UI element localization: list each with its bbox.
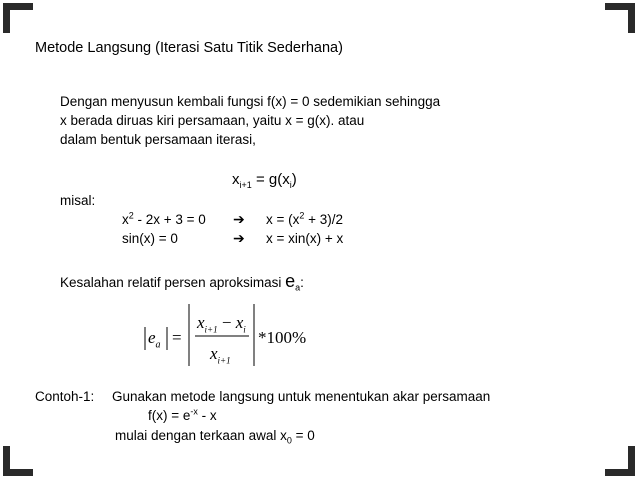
error-symbol-sub: a <box>295 282 301 293</box>
formula-close: ) <box>291 171 297 188</box>
error-label-text: Kesalahan relatif persen aproksimasi <box>60 275 286 290</box>
formula-lhs-sub: i+1 <box>239 180 252 190</box>
slide-title: Metode Langsung (Iterasi Satu Titik Sederhana) <box>35 40 343 56</box>
formula-num-b-sub: i <box>243 324 246 335</box>
example-row2-result: x = xin(x) + x <box>266 231 344 246</box>
row1-res-a: x = (x <box>266 212 300 227</box>
row1-eq-b: - 2x + 3 = 0 <box>133 212 206 227</box>
error-symbol: e <box>285 271 296 291</box>
start-b: = 0 <box>291 428 315 443</box>
corner-top-right-v <box>628 3 635 33</box>
formula-equals: = <box>172 328 182 347</box>
contoh-label: Contoh-1: <box>35 389 95 404</box>
formula-lhs: x <box>232 171 240 188</box>
formula-factor: *100% <box>258 328 307 347</box>
start-sub: 0 <box>286 435 292 446</box>
formula-e: e <box>148 328 156 347</box>
intro-line-2: x berada diruas kiri persamaan, yaitu x = g(x). atau <box>60 113 365 128</box>
formula-den-sub: i+1 <box>217 355 231 366</box>
right-arrow-icon: ➔ <box>233 230 245 246</box>
formula-num-a: x <box>197 313 205 332</box>
corner-bottom-right-v <box>628 446 635 476</box>
error-colon: : <box>300 275 304 290</box>
example-row1-result <box>266 212 343 228</box>
error-label <box>60 273 304 291</box>
contoh-text: Gunakan metode langsung untuk menentukan akar persamaan <box>112 389 491 404</box>
row1-res-sup: 2 <box>299 210 305 221</box>
formula-rhs-sub: i <box>289 180 292 190</box>
func-a: f(x) = e <box>148 408 191 423</box>
formula-num-a-sub: i+1 <box>204 324 218 335</box>
contoh-start <box>115 428 315 444</box>
intro-line-1: Dengan menyusun kembali fungsi f(x) = 0 sedemikian sehingga <box>60 94 441 109</box>
corner-bottom-left-v <box>3 446 10 476</box>
example-row1-equation <box>122 212 206 228</box>
contoh-function <box>148 408 217 424</box>
formula-e-sub: a <box>155 339 161 351</box>
right-arrow-icon: ➔ <box>233 211 245 227</box>
formula-rhs: = g(x <box>255 171 290 188</box>
intro-line-3: dalam bentuk persamaan iterasi, <box>60 132 256 147</box>
error-formula <box>142 300 342 370</box>
row1-eq-a: x <box>122 212 129 227</box>
example-label: misal: <box>60 193 96 208</box>
corner-top-left-v <box>3 3 10 33</box>
row1-res-b: + 3)/2 <box>304 212 344 227</box>
example-row2-equation: sin(x) = 0 <box>122 231 178 246</box>
formula-den: x <box>210 344 218 363</box>
formula-minus: − <box>221 313 232 332</box>
start-a: mulai dengan terkaan awal x <box>115 428 287 443</box>
func-b: - x <box>197 408 217 423</box>
row1-eq-sup: 2 <box>128 210 134 221</box>
formula-num-b: x <box>235 313 244 332</box>
func-sup: -x <box>190 406 198 417</box>
iteration-formula <box>232 172 297 188</box>
